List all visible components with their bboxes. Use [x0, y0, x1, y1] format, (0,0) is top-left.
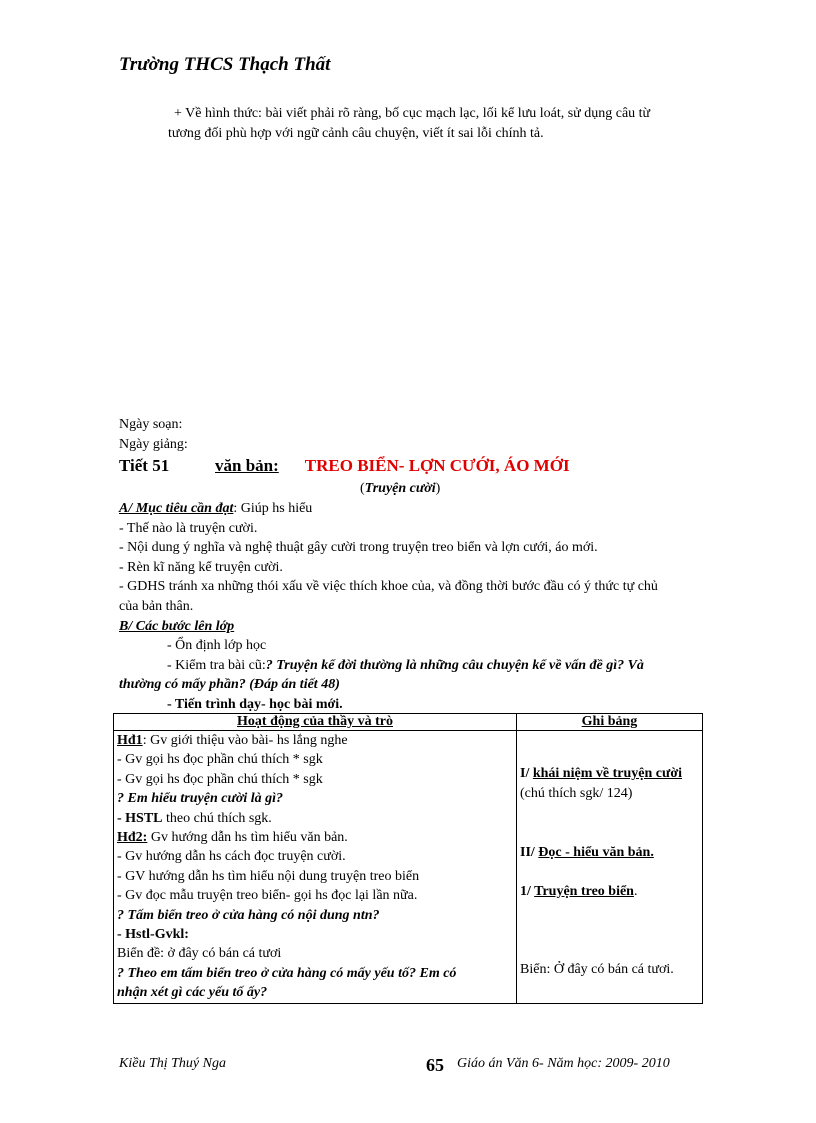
objectives-heading: A/ Mục tiêu cần đạt: Giúp hs hiểu — [119, 501, 313, 516]
question-line: ? Tấm biển treo ở cửa hàng có nội dung ntn? — [117, 907, 380, 923]
step-item-continued: thường có mấy phần? (Đáp án tiết 48) — [119, 677, 340, 693]
activity-line: - HSTL theo chú thích sgk. — [117, 810, 272, 826]
activity-line: Hđ2: Gv hướng dẫn hs tìm hiểu văn bản. — [117, 830, 348, 846]
activities-cell — [114, 731, 517, 1004]
question-line: nhận xét gì các yếu tố ấy? — [117, 985, 268, 1001]
activity-line: - Gv hướng dẫn hs cách đọc truyện cười. — [117, 849, 346, 865]
lesson-period: Tiết 51 — [119, 456, 170, 475]
intro-line: + Về hình thức: bài viết phải rõ ràng, bố cục mạch lạc, lối kể lưu loát, sử dụng câu từ — [174, 106, 651, 121]
objective-item: - Rèn kĩ năng kể truyện cười. — [119, 559, 283, 575]
intro-paragraph — [168, 104, 738, 144]
school-name: Trường THCS Thạch Thất — [119, 54, 331, 75]
preparation-date: Ngày soạn: — [119, 417, 183, 432]
board-note: (chú thích sgk/ 124) — [520, 786, 633, 801]
column-header-activities: Hoạt động của thầy và trò — [114, 714, 517, 731]
teaching-date: Ngày giảng: — [119, 437, 188, 452]
lesson-heading — [119, 456, 570, 476]
board-section: I/ khái niệm về truyện cười — [520, 766, 682, 781]
activity-line: - Gv gọi hs đọc phần chú thích * sgk — [117, 752, 323, 768]
footer-author: Kiều Thị Thuý Nga — [119, 1056, 226, 1071]
objective-item: - Thế nào là truyện cười. — [119, 520, 258, 536]
board-section: II/ Đọc - hiểu văn bản. — [520, 845, 654, 860]
objective-item: - Nội dung ý nghĩa và nghệ thuật gây cười trong truyện treo biển và lợn cưới, áo mới. — [119, 540, 598, 556]
question-line: ? Theo em tấm biển treo ở cửa hàng có mấy yếu tố? Em có — [117, 965, 457, 981]
steps-heading: B/ Các bước lên lớp — [119, 618, 235, 634]
activity-line: - GV hướng dẫn hs tìm hiểu nội dung truyện treo biển — [117, 868, 420, 884]
board-note: Biển: Ở đây có bán cá tươi. — [520, 962, 674, 977]
step-item: - Kiểm tra bài cũ:? Truyện kể đời thường là những câu chuyện kể về vấn đề gì? Và — [167, 657, 644, 673]
activity-line: - Hstl-Gvkl: — [117, 927, 189, 943]
board-section: 1/ Truyện treo biển. — [520, 884, 638, 899]
activity-line: Biển đề: ở đây có bán cá tươi — [117, 946, 282, 962]
step-item: - Ổn định lớp học — [167, 638, 267, 654]
question-line: ? Em hiểu truyện cười là gì? — [117, 791, 284, 807]
activity-table — [113, 713, 703, 1004]
intro-line: tương đối phù hợp với ngữ cảnh câu chuyện, viết ít sai lỗi chính tả. — [168, 126, 544, 141]
step-item: - Tiến trình dạy- học bài mới. — [167, 696, 343, 712]
lesson-genre: (Truyện cười) — [360, 481, 441, 496]
page-number: 65 — [426, 1055, 444, 1075]
objective-item: của bản thân. — [119, 598, 194, 614]
board-cell — [517, 731, 703, 1004]
activity-line: - Gv gọi hs đọc phần chú thích * sgk — [117, 771, 323, 787]
lesson-type: văn bản: — [215, 456, 279, 475]
activity-line: Hđ1: Gv giới thiệu vào bài- hs lắng nghe — [117, 733, 348, 748]
objective-item: - GDHS tránh xa những thói xấu về việc thích khoe của, và đồng thời bước đầu có ý thức tự chủ — [119, 579, 658, 595]
lesson-title: TREO BIỂN- LỢN CƯỚI, ÁO MỚI — [304, 456, 570, 475]
column-header-board: Ghi bảng — [517, 714, 703, 731]
activity-line: - Gv đọc mẫu truyện treo biển- gọi hs đọc lại lần nữa. — [117, 888, 418, 904]
lesson-body — [119, 499, 701, 715]
footer-course: Giáo án Văn 6- Năm học: 2009- 2010 — [457, 1056, 670, 1071]
